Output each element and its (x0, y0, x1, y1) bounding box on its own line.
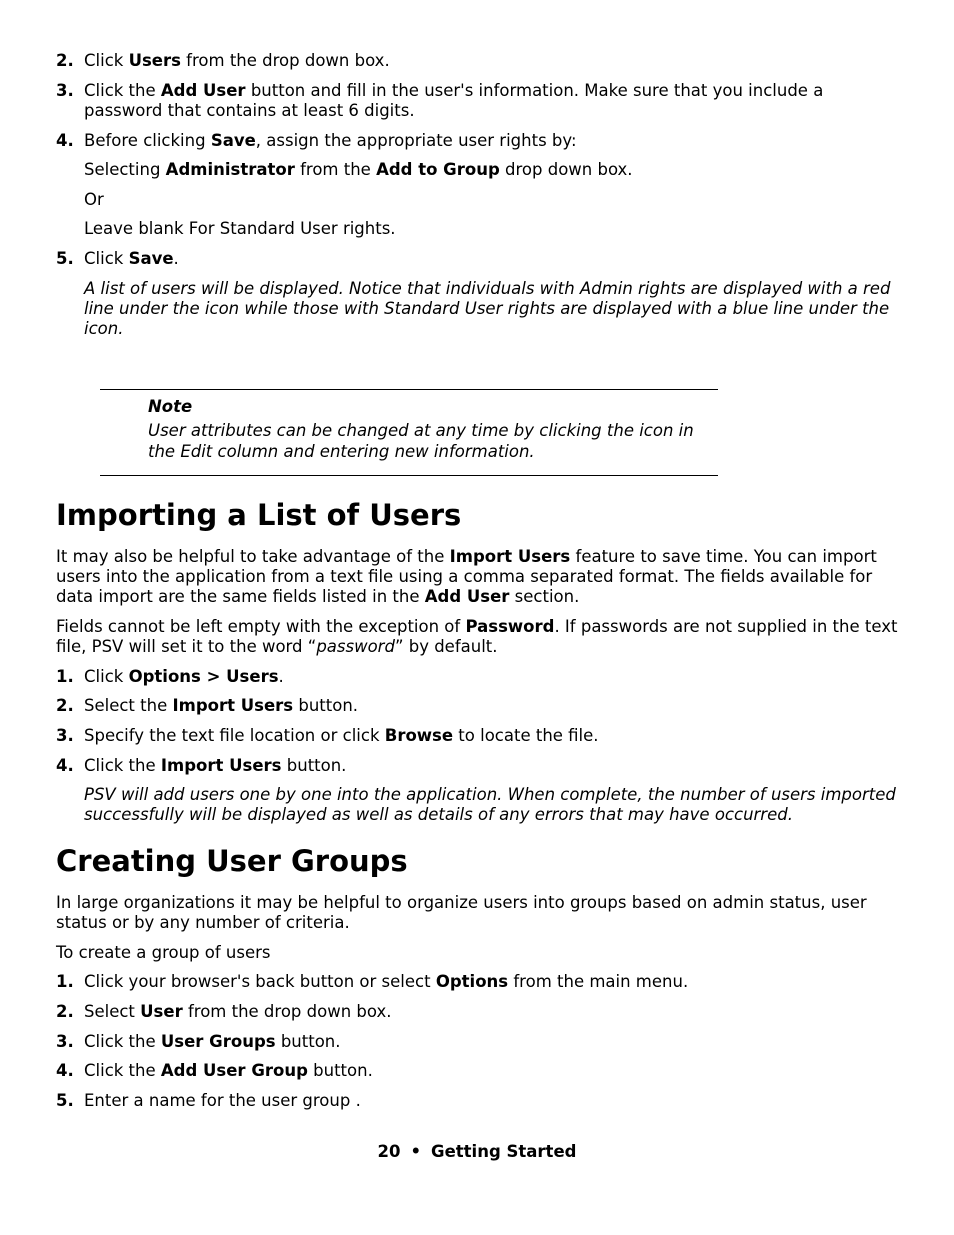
step-text: Click Save. (84, 249, 179, 268)
document-page: 2. Click Users from the drop down box. 3. Click the Add User button and fill in the user's information. Make sure that you include a password that contains at least 6 digits. 4. Before clicking Save, assign the appropriate user rights by: Selecting Administrator from the Add to Group drop down box. Or Leave blank For Standard User rights. 5. Click Save. A list of users will be displayed. Notice that individuals with Admin rights are displayed with a red line under the icon while those with Standard User rights are displayed with a blue line under the icon. Note User attributes can be changed at any time by clicking the icon in the Edit column and entering new information. Importing a List of Users It may also be helpful to take advantage of the Import Users feature to save time. You can import users into the application from a text file using a comma separated format. The fields available for data import are the same fields listed in the Add User section. Fields cannot be left empty with the exception of Password. If passwords are not supplied in the text file, PSV will set it to the word “password” by default. 1. Click Options > Users. 2. Select the Import Users button. 3. Specify the text file location or click Browse to locate the file. 4. Click the Import Users button. PSV will add users one by one into the application. When complete, the number of users imported successfully will be displayed as well as details of any errors that may have occurred. Creating User Groups In large organizations it may be helpful to organize users into groups based on admin status, user status or by any number of criteria. To create a group of users 1. Click your browser's back button or select Options from the main menu. 2. Select User from the drop down box. 3. Click the User Groups button. 4. Click the Add User Group button. 5. Enter a name for the user group . 20 • Getting Started (0, 0, 954, 1235)
step-text: Click Options > Users. (84, 667, 284, 686)
step-text: Click the Import Users button. (84, 756, 347, 775)
step-text: Click the Add User button and fill in the user's information. Make sure that you include a password that contains at least 6 digits. (84, 81, 824, 120)
import-result-text: PSV will add users one by one into the application. When complete, the number of users imported successfully will be displayed as well as details of any errors that may have occurred. (84, 785, 896, 824)
note-body: User attributes can be changed at any time by clicking the icon in the Edit column and entering new information. (148, 421, 694, 461)
step-text: Select the Import Users button. (84, 696, 359, 715)
step-result-text: A list of users will be displayed. Notice that individuals with Admin rights are displayed with a red line under the icon while those with Standard User rights are displayed with a blue line under the icon. (84, 279, 891, 338)
import-intro: It may also be helpful to take advantage of the Import Users feature to save time. You can import users into the application from a text file using a comma separated format. The fields available for data import are the same fields listed in the Add User section. (56, 547, 877, 606)
import-fields: Fields cannot be left empty with the exception of Password. If passwords are not supplied in the text file, PSV will set it to the word “password” by default. (56, 617, 898, 656)
step-text: Click your browser's back button or select Options from the main menu. (84, 972, 689, 991)
step-text: Before clicking Save, assign the appropriate user rights by: (84, 131, 577, 150)
footer-section: Getting Started (431, 1142, 577, 1161)
section-heading-groups: Creating User Groups (56, 844, 408, 878)
footer-bullet: • (410, 1142, 422, 1161)
rights-or-text: Or (84, 190, 104, 209)
step-text: Click the Add User Group button. (84, 1061, 373, 1080)
step-text: Enter a name for the user group . (84, 1091, 361, 1110)
step-text: Click the User Groups button. (84, 1032, 341, 1051)
note-title: Note (148, 397, 193, 416)
page-footer (0, 1142, 954, 1161)
note-bottom-rule (100, 475, 718, 476)
groups-lead: To create a group of users (56, 943, 271, 962)
rights-select-text: Selecting Administrator from the Add to Group drop down box. (84, 160, 633, 179)
section-heading-import: Importing a List of Users (56, 498, 462, 532)
groups-intro: In large organizations it may be helpful to organize users into groups based on admin status, user status or by any number of criteria. (56, 893, 867, 932)
note-top-rule (100, 389, 718, 390)
step-text: Specify the text file location or click Browse to locate the file. (84, 726, 599, 745)
step-text: Click Users from the drop down box. (84, 51, 390, 70)
step-text: Select User from the drop down box. (84, 1002, 392, 1021)
page-number: 20 (377, 1142, 401, 1161)
rights-blank-text: Leave blank For Standard User rights. (84, 219, 396, 238)
